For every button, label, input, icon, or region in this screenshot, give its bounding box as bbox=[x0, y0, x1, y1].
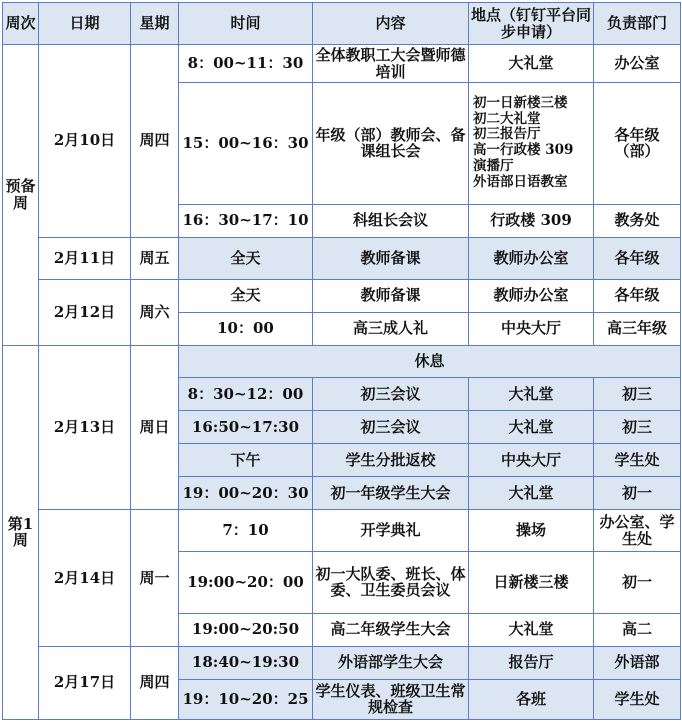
weekday-cell: 周一 bbox=[131, 510, 179, 646]
time-cell: 8：00~11：30 bbox=[179, 45, 313, 83]
header-content: 内容 bbox=[313, 3, 469, 45]
time-cell: 8：30~12：00 bbox=[179, 377, 313, 410]
dept-cell: 学生处 bbox=[594, 444, 681, 477]
content-cell: 年级（部）教师会、备课组长会 bbox=[313, 83, 469, 204]
time-cell: 18:40~19:30 bbox=[179, 646, 313, 679]
dept-cell: 办公室 bbox=[594, 45, 681, 83]
location-cell: 大礼堂 bbox=[469, 411, 594, 444]
location-cell: 行政楼 309 bbox=[469, 204, 594, 237]
location-cell: 各班 bbox=[469, 679, 594, 719]
header-weekday: 星期 bbox=[131, 3, 179, 45]
time-cell: 19:00~20：00 bbox=[179, 552, 313, 613]
time-cell: 16:50~17:30 bbox=[179, 411, 313, 444]
week-label: 预备周 bbox=[3, 45, 39, 346]
dept-cell: 初一 bbox=[594, 477, 681, 510]
header-location: 地点（钉钉平台同步申请） bbox=[469, 3, 594, 45]
dept-cell: 学生处 bbox=[594, 679, 681, 719]
dept-cell: 教务处 bbox=[594, 204, 681, 237]
date-cell: 2月14日 bbox=[39, 510, 131, 646]
location-cell: 教师办公室 bbox=[469, 279, 594, 312]
header-row bbox=[3, 3, 681, 45]
table-row bbox=[3, 646, 681, 679]
content-cell: 初一年级学生大会 bbox=[313, 477, 469, 510]
header-dept: 负责部门 bbox=[594, 3, 681, 45]
header-date: 日期 bbox=[39, 3, 131, 45]
time-cell: 全天 bbox=[179, 237, 313, 279]
content-cell: 高三成人礼 bbox=[313, 312, 469, 345]
content-cell: 学生仪表、班级卫生常规检查 bbox=[313, 679, 469, 719]
header-time: 时间 bbox=[179, 3, 313, 45]
time-cell: 7：10 bbox=[179, 510, 313, 552]
time-cell: 19：10~20：25 bbox=[179, 679, 313, 719]
dept-cell: 初三 bbox=[594, 377, 681, 410]
content-cell: 初三会议 bbox=[313, 377, 469, 410]
content-cell: 全体教职工大会暨师德培训 bbox=[313, 45, 469, 83]
content-cell: 外语部学生大会 bbox=[313, 646, 469, 679]
location-cell: 大礼堂 bbox=[469, 45, 594, 83]
time-cell: 19：00~20：30 bbox=[179, 477, 313, 510]
date-cell: 2月13日 bbox=[39, 345, 131, 509]
dept-cell: 各年级 bbox=[594, 279, 681, 312]
location-cell: 教师办公室 bbox=[469, 237, 594, 279]
header-week: 周次 bbox=[3, 3, 39, 45]
dept-cell: 各年级 bbox=[594, 237, 681, 279]
time-cell: 15：00~16：30 bbox=[179, 83, 313, 204]
location-cell: 大礼堂 bbox=[469, 613, 594, 646]
table-row bbox=[3, 279, 681, 312]
location-cell: 大礼堂 bbox=[469, 377, 594, 410]
date-cell: 2月12日 bbox=[39, 279, 131, 345]
dept-cell: 高二 bbox=[594, 613, 681, 646]
table-row bbox=[3, 510, 681, 552]
content-cell: 教师备课 bbox=[313, 279, 469, 312]
dept-cell: 初一 bbox=[594, 552, 681, 613]
time-cell: 全天 bbox=[179, 279, 313, 312]
time-cell: 10：00 bbox=[179, 312, 313, 345]
weekday-cell: 周四 bbox=[131, 646, 179, 719]
weekday-cell: 周六 bbox=[131, 279, 179, 345]
rest-cell: 休息 bbox=[179, 345, 681, 377]
weekday-cell: 周四 bbox=[131, 45, 179, 238]
dept-cell: 高三年级 bbox=[594, 312, 681, 345]
content-cell: 科组长会议 bbox=[313, 204, 469, 237]
location-cell: 大礼堂 bbox=[469, 477, 594, 510]
content-cell: 教师备课 bbox=[313, 237, 469, 279]
dept-cell: 各年级（部） bbox=[594, 83, 681, 204]
table-row bbox=[3, 237, 681, 279]
week-label: 第1周 bbox=[3, 345, 39, 719]
date-cell: 2月11日 bbox=[39, 237, 131, 279]
weekday-cell: 周日 bbox=[131, 345, 179, 509]
dept-cell: 办公室、学生处 bbox=[594, 510, 681, 552]
table-row bbox=[3, 45, 681, 83]
weekday-cell: 周五 bbox=[131, 237, 179, 279]
content-cell: 初三会议 bbox=[313, 411, 469, 444]
location-cell: 报告厅 bbox=[469, 646, 594, 679]
location-cell: 日新楼三楼 bbox=[469, 552, 594, 613]
time-cell: 19:00~20:50 bbox=[179, 613, 313, 646]
date-cell: 2月10日 bbox=[39, 45, 131, 238]
table-row bbox=[3, 345, 681, 377]
location-cell: 中央大厅 bbox=[469, 444, 594, 477]
location-cell: 中央大厅 bbox=[469, 312, 594, 345]
content-cell: 初一大队委、班长、体委、卫生委员会议 bbox=[313, 552, 469, 613]
content-cell: 学生分批返校 bbox=[313, 444, 469, 477]
schedule-table bbox=[2, 2, 681, 720]
time-cell: 16：30~17：10 bbox=[179, 204, 313, 237]
content-cell: 高二年级学生大会 bbox=[313, 613, 469, 646]
date-cell: 2月17日 bbox=[39, 646, 131, 719]
dept-cell: 初三 bbox=[594, 411, 681, 444]
dept-cell: 外语部 bbox=[594, 646, 681, 679]
location-cell: 初一日新楼三楼 初二大礼堂 初三报告厅 高一行政楼 309 演播厅 外语部日语教室 bbox=[469, 83, 594, 204]
time-cell: 下午 bbox=[179, 444, 313, 477]
content-cell: 开学典礼 bbox=[313, 510, 469, 552]
location-cell: 操场 bbox=[469, 510, 594, 552]
